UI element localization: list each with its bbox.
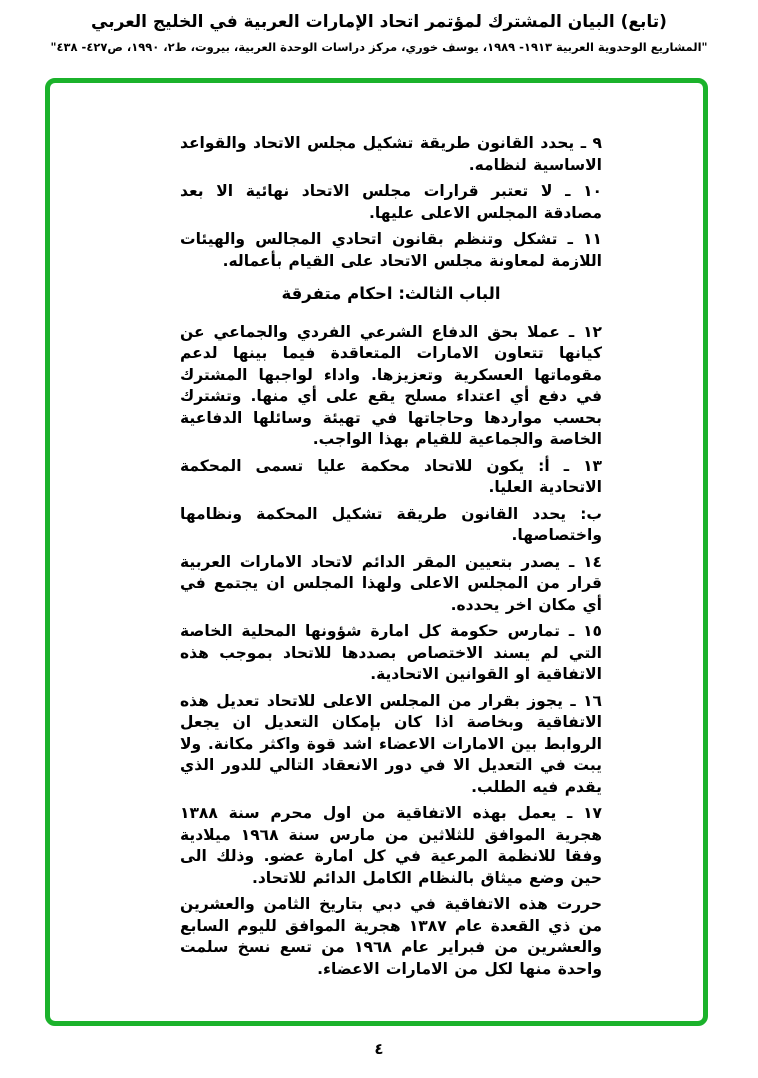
page-number: ٤ [374, 1040, 384, 1058]
clause-13b: ب: يحدد القانون طريقة تشكيل المحكمة ونظامها واختصاصها. [180, 504, 602, 544]
section-heading: الباب الثالث: احكام متفرقة [281, 284, 501, 303]
document-title: (تابع) البيان المشترك لمؤتمر اتحاد الإمارات العربية في الخليج العربي [91, 12, 667, 32]
page-header [0, 10, 758, 55]
source-citation: "المشاريع الوحدوية العربية ١٩١٣- ١٩٨٩، يوسف خوري، مركز دراسات الوحدة العربية، بيروت، ط٢، ١٩٩٠، ص٤٢٧- ٤٣٨" [50, 40, 708, 54]
clause-12: ١٢ ـ عملا بحق الدفاع الشرعي الفردي والجماعي عن كيانها تتعاون الامارات المتعاقدة فيما بينها لدعم مقوماتها العسكرية وتعزيزها. واداء لواجبها المشترك في دفع أي اعتداء مسلح يقع على أي منها. وتشترك بحسب مواردها وحاجاتها في تهيئة وسائلها الدفاعية الخاصة والجماعية للقيام بهذا الواجب. [180, 322, 602, 448]
clause-16: ١٦ ـ يجوز بقرار من المجلس الاعلى للاتحاد تعديل هذه الاتفاقية وبخاصة اذا كان بإمكان التعديل ان يجعل الروابط بين الامارات الاعضاء اشد قوة واكثر مكانة. ولا يبت في التعديل الا في دور الانعقاد التالي للدور الذي يقدم فيه الطلب. [180, 691, 602, 796]
body-text-column [180, 133, 602, 985]
clause-14: ١٤ ـ يصدر بتعيين المقر الدائم لاتحاد الامارات العربية قرار من المجلس الاعلى ولهذا المجلس ان يجتمع في أي مكان اخر يحدده. [180, 552, 602, 614]
closing-paragraph: حررت هذه الاتفاقية في دبي بتاريخ الثامن والعشرين من ذي القعدة عام ١٣٨٧ هجرية الموافق لليوم السابع والعشرين من فبراير عام ١٩٦٨ من تسع نسخ سلمت واحدة منها لكل من الامارات الاعضاء. [180, 895, 602, 978]
clause-17: ١٧ ـ يعمل بهذه الاتفاقية من اول محرم سنة ١٣٨٨ هجرية الموافق للثلاثين من مارس سنة ١٩٦٨ ميلادية وفقا للانظمة المرعية في كل امارة عضو. وذلك الى حين وضع ميثاق بالنظام الكامل الدائم للاتحاد. [180, 804, 602, 887]
clause-11: ١١ ـ تشكل وتنظم بقانون اتحادي المجالس والهيئات اللازمة لمعاونة مجلس الاتحاد على القيام بأعماله. [180, 230, 602, 270]
clause-13a: ١٣ ـ أ: يكون للاتحاد محكمة عليا تسمى المحكمة الاتحادية العليا. [180, 456, 602, 496]
clause-15: ١٥ ـ تمارس حكومة كل امارة شؤونها المحلية الخاصة التي لم يسند الاختصاص بصددها للاتحاد بموجب هذه الاتفاقية او القوانين الاتحادية. [180, 622, 602, 683]
clause-10: ١٠ ـ لا تعتبر قرارات مجلس الاتحاد نهائية الا بعد مصادقة المجلس الاعلى عليها. [180, 182, 602, 222]
clause-9: ٩ ـ يحدد القانون طريقة تشكيل مجلس الاتحاد والقواعد الاساسية لنظامه. [180, 134, 602, 174]
